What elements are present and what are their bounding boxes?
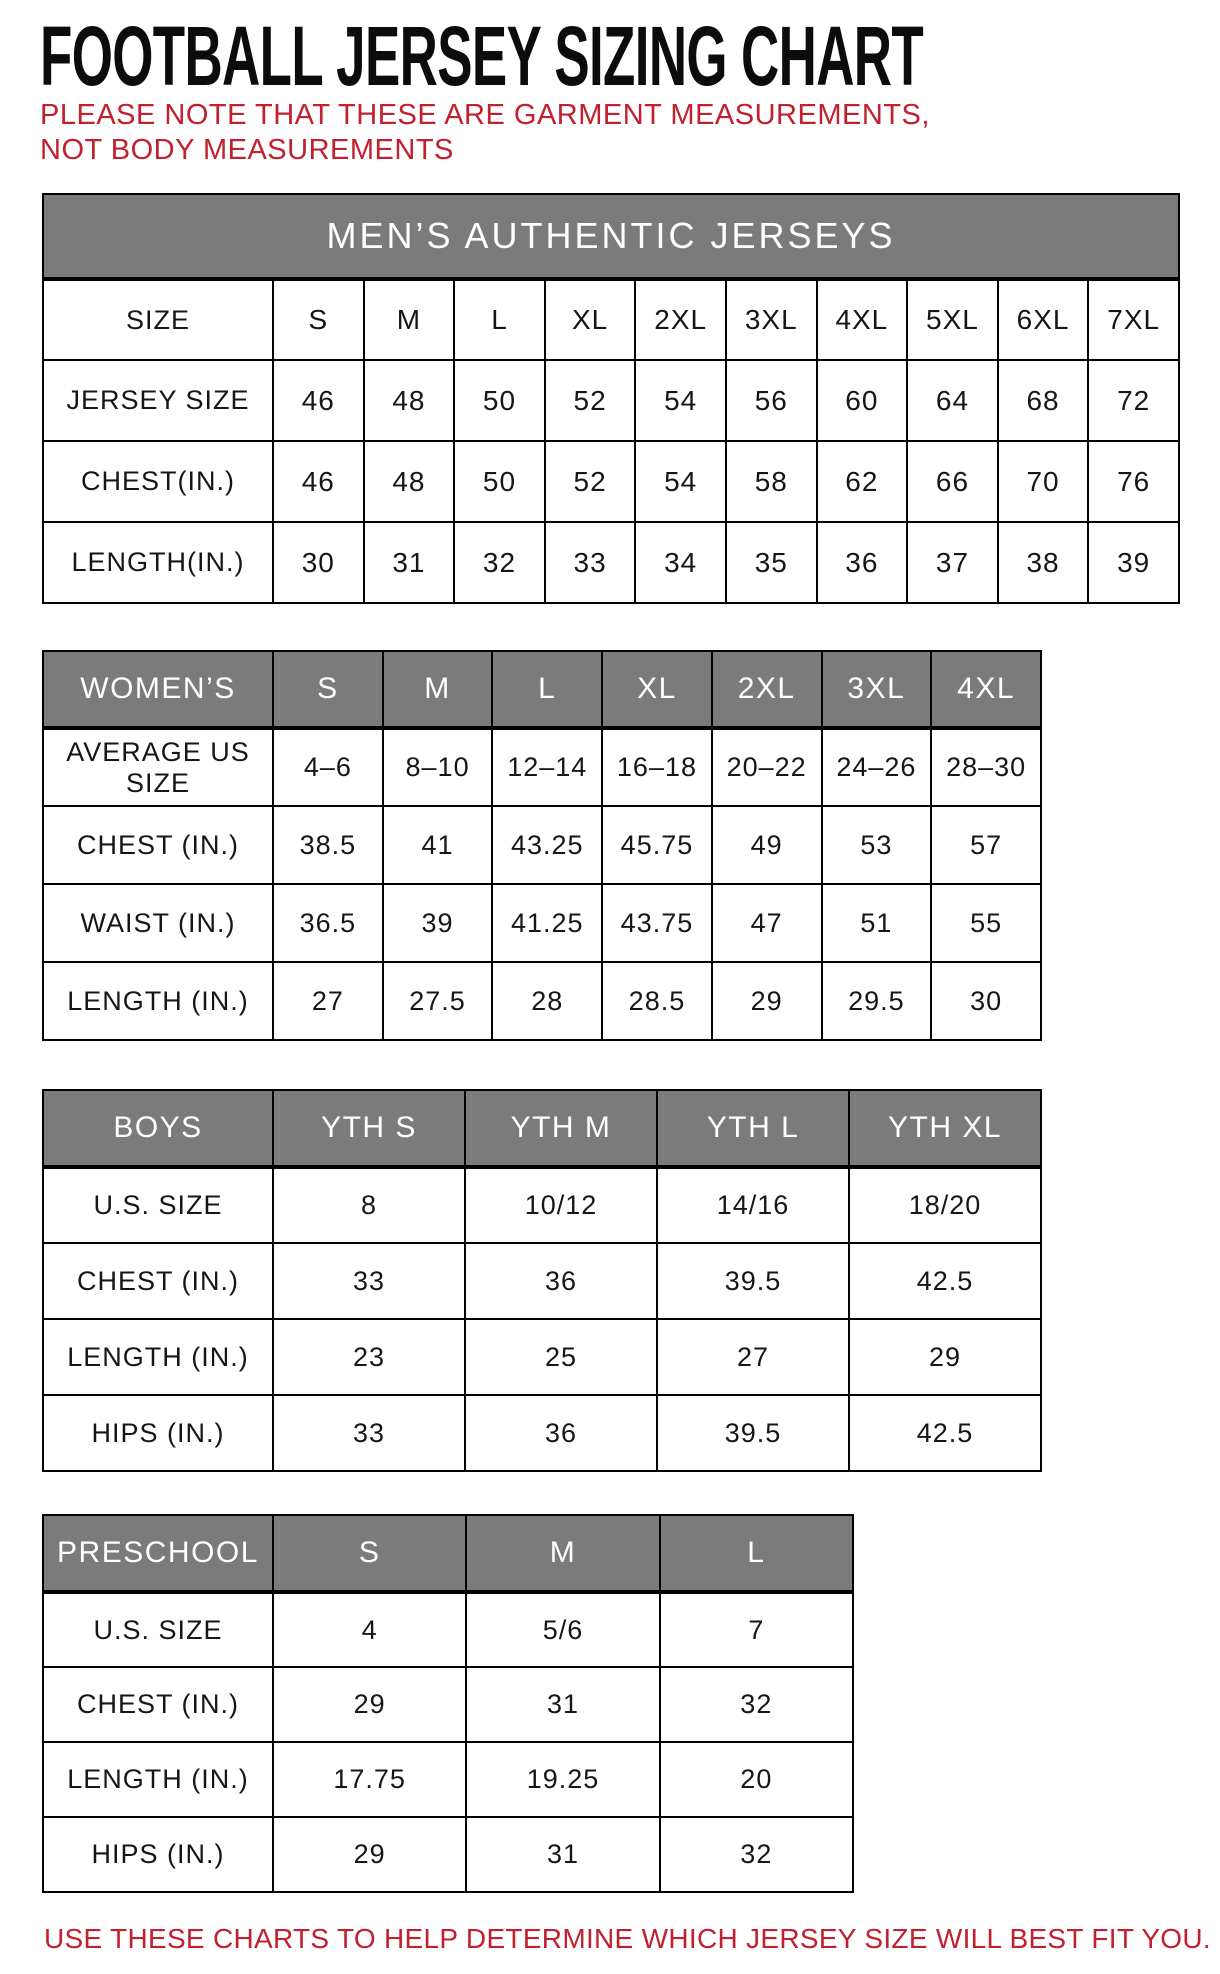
table-cell: 55 [931,884,1041,962]
table-cell: 50 [454,441,545,522]
table-cell: 8 [273,1167,465,1243]
table-cell: 27 [657,1319,849,1395]
table-cell: 33 [545,522,636,603]
table-cell: 29 [273,1817,466,1892]
table-cell: 7 [660,1592,853,1667]
table-cell: 43.75 [602,884,712,962]
table-cell: 20 [660,1742,853,1817]
table-cell: 34 [635,522,726,603]
boys-sizing-table [42,1089,1042,1472]
table-cell: 23 [273,1319,465,1395]
table-cell: 4 [273,1592,466,1667]
womens-column-header: L [492,651,602,728]
table-cell: 46 [273,360,364,441]
table-cell: 5/6 [466,1592,659,1667]
table-cell: XL [545,279,636,360]
table-cell: 17.75 [273,1742,466,1817]
table-row [43,728,1041,806]
row-label: LENGTH (IN.) [43,1742,273,1817]
row-label: LENGTH(IN.) [43,522,273,603]
table-cell: 29 [273,1667,466,1742]
row-label: LENGTH (IN.) [43,962,273,1040]
table-cell: 47 [712,884,822,962]
mens-banner: MEN’S AUTHENTIC JERSEYS [43,194,1179,279]
table-cell: 12–14 [492,728,602,806]
table-cell: 31 [466,1667,659,1742]
table-cell: 41.25 [492,884,602,962]
row-label: HIPS (IN.) [43,1395,273,1471]
table-cell: 31 [466,1817,659,1892]
table-row [43,1243,1041,1319]
womens-column-header: 4XL [931,651,1041,728]
table-row [43,1319,1041,1395]
boys-column-header: YTH XL [849,1090,1041,1167]
table-cell: 51 [822,884,932,962]
table-cell: 32 [660,1667,853,1742]
table-cell: 10/12 [465,1167,657,1243]
boys-table-grid [42,1089,1042,1472]
table-cell: 28 [492,962,602,1040]
table-cell: 8–10 [383,728,493,806]
boys-column-header: YTH M [465,1090,657,1167]
womens-column-header: M [383,651,493,728]
table-cell: 33 [273,1243,465,1319]
table-row [43,1742,853,1817]
table-cell: 48 [364,360,455,441]
row-label: WAIST (IN.) [43,884,273,962]
table-cell: 36 [465,1395,657,1471]
table-cell: 62 [817,441,908,522]
table-cell: S [273,279,364,360]
table-cell: 36 [465,1243,657,1319]
table-cell: 50 [454,360,545,441]
table-row [43,522,1179,603]
table-cell: 52 [545,360,636,441]
table-cell: 30 [931,962,1041,1040]
row-label: U.S. SIZE [43,1167,273,1243]
table-cell: 5XL [907,279,998,360]
table-cell: 36 [817,522,908,603]
boys-header-row [43,1090,1041,1167]
table-cell: 42.5 [849,1243,1041,1319]
table-cell: 4–6 [273,728,383,806]
row-label: HIPS (IN.) [43,1817,273,1892]
table-row [43,884,1041,962]
womens-column-header: XL [602,651,712,728]
table-cell: 2XL [635,279,726,360]
table-cell: 64 [907,360,998,441]
womens-table-grid [42,650,1042,1041]
preschool-table-grid [42,1514,854,1893]
table-cell: 53 [822,806,932,884]
womens-sizing-table [42,650,1042,1041]
row-label: CHEST (IN.) [43,1243,273,1319]
table-row [43,806,1041,884]
mens-table-grid [42,193,1180,604]
table-cell: 38.5 [273,806,383,884]
womens-header-label: WOMEN’S [43,651,273,728]
row-label: AVERAGE US SIZE [43,728,273,806]
table-row [43,1817,853,1892]
womens-column-header: 3XL [822,651,932,728]
table-cell: 54 [635,441,726,522]
boys-column-header: YTH S [273,1090,465,1167]
table-cell: 39.5 [657,1243,849,1319]
table-row [43,1667,853,1742]
table-cell: 37 [907,522,998,603]
table-cell: 46 [273,441,364,522]
table-cell: 30 [273,522,364,603]
table-cell: 39 [1088,522,1179,603]
page-title: FOOTBALL JERSEY SIZING CHART [40,9,924,103]
row-label: LENGTH (IN.) [43,1319,273,1395]
table-cell: 19.25 [466,1742,659,1817]
table-cell: 57 [931,806,1041,884]
table-cell: 33 [273,1395,465,1471]
table-cell: 29.5 [822,962,932,1040]
table-cell: 3XL [726,279,817,360]
mens-authentic-jerseys-table [42,193,1180,604]
table-cell: 20–22 [712,728,822,806]
table-cell: 4XL [817,279,908,360]
table-cell: 25 [465,1319,657,1395]
table-row [43,962,1041,1040]
garment-measurement-note: PLEASE NOTE THAT THESE ARE GARMENT MEASUREMENTS, NOT BODY MEASUREMENTS [40,99,930,166]
table-cell: 28–30 [931,728,1041,806]
row-label: CHEST(IN.) [43,441,273,522]
table-cell: 38 [998,522,1089,603]
table-cell: 66 [907,441,998,522]
table-cell: 41 [383,806,493,884]
womens-header-row [43,651,1041,728]
table-cell: 24–26 [822,728,932,806]
table-cell: L [454,279,545,360]
row-label: JERSEY SIZE [43,360,273,441]
table-cell: 68 [998,360,1089,441]
preschool-header-label: PRESCHOOL [43,1515,273,1592]
table-cell: 43.25 [492,806,602,884]
table-cell: 18/20 [849,1167,1041,1243]
table-cell: 39.5 [657,1395,849,1471]
table-cell: 52 [545,441,636,522]
table-cell: 27 [273,962,383,1040]
table-cell: 7XL [1088,279,1179,360]
table-row [43,1395,1041,1471]
table-cell: 31 [364,522,455,603]
table-cell: 28.5 [602,962,712,1040]
preschool-header-row [43,1515,853,1592]
boys-header-label: BOYS [43,1090,273,1167]
preschool-column-header: M [466,1515,659,1592]
boys-column-header: YTH L [657,1090,849,1167]
mens-banner-row [43,194,1179,279]
row-label: U.S. SIZE [43,1592,273,1667]
table-cell: 36.5 [273,884,383,962]
table-row [43,1167,1041,1243]
table-cell: 56 [726,360,817,441]
table-cell: 32 [660,1817,853,1892]
row-label: SIZE [43,279,273,360]
table-cell: 32 [454,522,545,603]
table-cell: M [364,279,455,360]
table-cell: 60 [817,360,908,441]
row-label: CHEST (IN.) [43,806,273,884]
table-cell: 39 [383,884,493,962]
table-cell: 29 [849,1319,1041,1395]
table-cell: 42.5 [849,1395,1041,1471]
row-label: CHEST (IN.) [43,1667,273,1742]
table-cell: 58 [726,441,817,522]
preschool-column-header: S [273,1515,466,1592]
table-cell: 16–18 [602,728,712,806]
table-cell: 49 [712,806,822,884]
table-cell: 70 [998,441,1089,522]
womens-column-header: 2XL [712,651,822,728]
table-cell: 29 [712,962,822,1040]
womens-column-header: S [273,651,383,728]
preschool-sizing-table [42,1514,854,1893]
table-cell: 72 [1088,360,1179,441]
table-row [43,279,1179,360]
footer-note: USE THESE CHARTS TO HELP DETERMINE WHICH JERSEY SIZE WILL BEST FIT YOU. [44,1923,1211,1954]
table-row [43,441,1179,522]
table-row [43,1592,853,1667]
table-cell: 6XL [998,279,1089,360]
table-cell: 27.5 [383,962,493,1040]
table-cell: 76 [1088,441,1179,522]
preschool-column-header: L [660,1515,853,1592]
table-cell: 45.75 [602,806,712,884]
table-cell: 48 [364,441,455,522]
table-cell: 35 [726,522,817,603]
table-row [43,360,1179,441]
table-cell: 54 [635,360,726,441]
table-cell: 14/16 [657,1167,849,1243]
